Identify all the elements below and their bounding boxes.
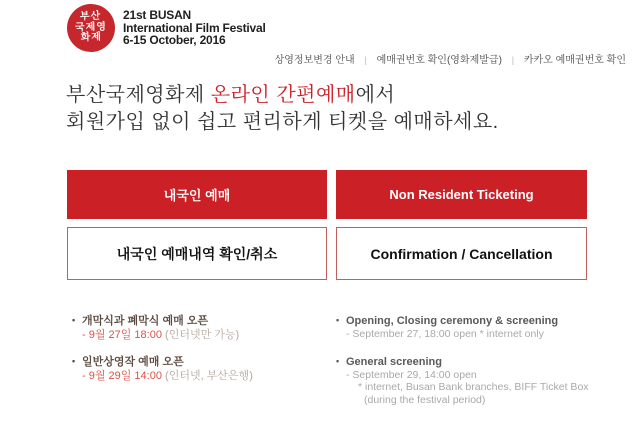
domestic-confirm-cancel-button[interactable]: 내국인 예매내역 확인/취소 [67, 227, 327, 280]
general-screening-period-note-en: (during the festival period) [364, 393, 486, 406]
opening-closing-open-date-kr: - 9월 27일 18:00 (인터넷만 가능) [82, 329, 240, 341]
general-screening-open-title-en: • General screening [336, 355, 442, 368]
hero-line1-highlight: 온라인 간편예매 [210, 84, 356, 106]
list-item [336, 355, 616, 407]
hero-line2: 회원가입 없이 쉽고 편리하게 티켓을 예매하세요. [66, 111, 499, 133]
nav-screening-info-change[interactable]: 상영정보변경 안내 [274, 55, 355, 66]
hero-line1-suffix: 에서 [355, 84, 396, 106]
biff-seal-text: 부산 국제영 화제 [74, 10, 108, 44]
hero-heading [66, 82, 499, 136]
general-screening-open-date-en: - September 29, 14:00 open [346, 368, 477, 381]
festival-title-line1: 21st BUSAN [123, 8, 192, 22]
top-navigation [275, 51, 626, 66]
bullet-icon: • [72, 356, 76, 366]
bullet-icon: • [336, 315, 340, 325]
bullet-icon: • [72, 315, 76, 325]
festival-title-line2: International Film Festival [123, 20, 266, 35]
festival-title-line3: 6-15 October, 2016 [123, 33, 226, 47]
biff-seal-logo[interactable] [66, 3, 116, 53]
ticket-open-info-korean [72, 314, 322, 382]
list-item [72, 355, 322, 382]
opening-closing-open-date-en: - September 27, 18:00 open * internet only [346, 328, 544, 340]
nav-voucher-number-check[interactable]: 예매권번호 확인(영화제발급) [376, 55, 502, 66]
list-item [336, 314, 616, 341]
ticket-open-info-english [336, 314, 616, 406]
opening-closing-open-title-en: • Opening, Closing ceremony & screening [336, 315, 559, 327]
list-item [72, 314, 322, 341]
general-screening-open-date-kr: - 9월 29일 14:00 (인터넷, 부산은행) [82, 370, 253, 382]
opening-closing-open-title-kr: • 개막식과 폐막식 예매 오픈 [72, 315, 209, 327]
hero-line1 [66, 82, 499, 109]
nav-separator: | [511, 55, 515, 65]
general-screening-channels-en: * internet, Busan Bank branches, BIFF Ticket Box [358, 381, 589, 393]
general-screening-open-title-kr: • 일반상영작 예매 오픈 [72, 356, 184, 368]
nav-kakao-voucher-check[interactable]: 카카오 예매권번호 확인 [523, 55, 626, 66]
non-resident-ticketing-button[interactable]: Non Resident Ticketing [336, 170, 587, 219]
bullet-icon: • [336, 355, 340, 366]
domestic-ticketing-button[interactable]: 내국인 예매 [67, 170, 327, 219]
non-resident-confirm-cancel-button[interactable]: Confirmation / Cancellation [336, 227, 587, 280]
festival-title [123, 9, 266, 47]
nav-separator: | [364, 55, 367, 65]
hero-line1-prefix: 부산국제영화제 [66, 84, 211, 106]
